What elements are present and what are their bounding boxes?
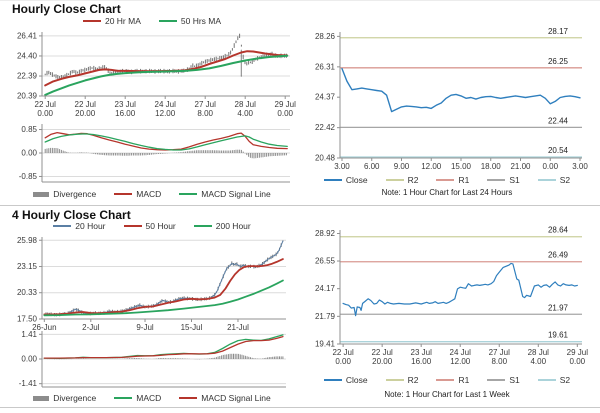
4hourly-close-chart-plot xyxy=(8,233,296,333)
price-bars xyxy=(44,240,283,316)
pivot-label-s2: 20.54 xyxy=(547,146,568,156)
x-tick-label: 20.00 xyxy=(75,109,96,118)
legend-label: 20 Hr MA xyxy=(104,16,141,26)
legend-item-r1 xyxy=(436,375,469,385)
legend-item-divergence xyxy=(33,393,96,403)
legend-label: 200 Hour xyxy=(215,221,251,231)
x-tick-label: 22 Jul xyxy=(332,348,354,357)
page-title-4hourly-close-chart: 4 Hourly Close Chart xyxy=(12,208,131,222)
legend-label: S2 xyxy=(559,175,571,185)
legend-label: S1 xyxy=(509,175,520,185)
legend-swatch-icon xyxy=(124,225,142,227)
legend-item-200-hour xyxy=(194,221,251,231)
legend-label: S2 xyxy=(559,375,571,385)
x-tick-label: 3.00 xyxy=(334,162,350,171)
hourly-close-chart-plot xyxy=(8,28,296,116)
legend-swatch-icon xyxy=(436,179,454,181)
legend-swatch-icon xyxy=(179,193,197,195)
y-tick-label: 22.39 xyxy=(16,71,37,81)
legend-swatch-icon xyxy=(83,20,101,22)
y-tick-label: 1.41 xyxy=(21,329,37,339)
legend-item-50-hrs-ma xyxy=(159,16,221,26)
x-tick-label: 18.00 xyxy=(480,162,501,171)
top-border xyxy=(0,0,600,1)
pivot-chart-24h-plot xyxy=(300,18,588,182)
pivot-label-s2: 19.61 xyxy=(547,330,568,340)
x-tick-label: 20.00 xyxy=(372,357,393,366)
legend-swatch-icon xyxy=(538,379,556,381)
x-tick-label: 12.00 xyxy=(450,357,471,366)
bottom-border xyxy=(0,407,600,408)
x-tick-label: 9.00 xyxy=(393,162,410,171)
legend-item-20-hr-ma xyxy=(83,16,141,26)
legend-label: Divergence xyxy=(53,189,97,199)
legend-swatch-icon xyxy=(436,379,454,381)
x-tick-label: 4.00 xyxy=(237,109,253,118)
x-tick-label: 0.00 xyxy=(335,357,351,366)
x-tick-label: 21-Jul xyxy=(227,323,249,332)
legend-swatch-icon xyxy=(386,179,404,181)
legend-item-50-hour xyxy=(124,221,176,231)
legend-label: R1 xyxy=(458,375,470,385)
legend-label: MACD xyxy=(136,189,162,199)
legend-item-macd xyxy=(114,393,161,403)
x-tick-label: 16.00 xyxy=(411,357,432,366)
legend-swatch-icon xyxy=(179,397,197,399)
legend-label: R2 xyxy=(407,175,419,185)
legend-pivot-1week xyxy=(300,374,594,386)
x-tick-label: 22 Jul xyxy=(371,348,393,357)
y-tick-label: 25.98 xyxy=(16,235,37,245)
legend-item-close xyxy=(324,175,368,185)
legend-label: R1 xyxy=(458,175,470,185)
x-tick-label: 9-Jul xyxy=(136,323,154,332)
x-tick-label: 3.00 xyxy=(572,162,588,171)
x-tick-label: 12.00 xyxy=(155,109,176,118)
y-tick-label: 26.31 xyxy=(314,62,335,72)
y-tick-label: 0.00 xyxy=(21,354,37,364)
pivot-label-r2: 28.64 xyxy=(547,225,568,235)
note-pivot-24h: Note: 1 Hour Chart for Last 24 Hours xyxy=(381,188,513,197)
x-tick-label: 24 Jul xyxy=(154,100,176,109)
legend-item-divergence xyxy=(33,189,96,199)
y-tick-label: 26.41 xyxy=(16,31,37,41)
y-tick-label: 22.42 xyxy=(314,123,335,133)
y-tick-label: 19.41 xyxy=(314,339,335,349)
x-tick-label: 23 Jul xyxy=(114,100,136,109)
legend-swatch-icon xyxy=(53,225,71,227)
series-close xyxy=(342,69,580,112)
legend-swatch-icon xyxy=(194,225,212,227)
legend-swatch-icon xyxy=(487,379,505,381)
legend-swatch-icon xyxy=(487,179,505,181)
legend-label: MACD xyxy=(136,393,162,403)
pivot-label-r1: 26.49 xyxy=(547,250,568,260)
legend-item-macd xyxy=(114,189,161,199)
pivot-label-r1: 26.25 xyxy=(547,56,568,66)
x-tick-label: 27 Jul xyxy=(488,348,510,357)
price-bars xyxy=(45,34,286,80)
pivot-label-s1: 22.44 xyxy=(547,116,568,126)
legend-label: R2 xyxy=(407,375,419,385)
y-tick-label: 0.85 xyxy=(21,125,37,135)
x-tick-label: 26-Jun xyxy=(32,323,57,332)
x-tick-label: 8.00 xyxy=(491,357,508,366)
legend-item-r2 xyxy=(386,375,419,385)
legend-item-macd-signal-line xyxy=(179,393,270,403)
y-tick-label: 23.15 xyxy=(16,262,37,272)
legend-item-close xyxy=(324,375,368,385)
legend-swatch-icon xyxy=(33,396,49,401)
legend-pivot-24h xyxy=(300,174,594,186)
series-200-hour xyxy=(44,281,283,316)
legend-label: 50 Hrs MA xyxy=(180,16,222,26)
x-tick-label: 0.00 xyxy=(37,109,53,118)
x-tick-label: 12.00 xyxy=(421,162,442,171)
x-tick-label: 16.00 xyxy=(115,109,136,118)
x-tick-label: 15-Jul xyxy=(180,323,203,332)
series-macd xyxy=(45,133,287,150)
legend-label: 50 Hour xyxy=(145,221,176,231)
legend-label: S1 xyxy=(509,375,520,385)
legend-item-s1 xyxy=(487,175,519,185)
hourly-macd-plot xyxy=(8,120,296,186)
y-tick-label: 17.50 xyxy=(16,314,37,324)
x-tick-label: 15.00 xyxy=(450,162,472,171)
x-tick-label: 22 Jul xyxy=(74,100,96,109)
x-tick-label: 0.00 xyxy=(569,357,586,366)
legend-hourly-macd xyxy=(8,188,296,200)
legend-swatch-icon xyxy=(324,379,342,381)
legend-swatch-icon xyxy=(386,379,404,381)
legend-label: Divergence xyxy=(53,393,97,403)
pivot-label-r2: 28.17 xyxy=(547,26,568,36)
series-50-hour xyxy=(44,259,283,314)
y-tick-label: 0.00 xyxy=(21,148,37,158)
y-tick-label: -1.41 xyxy=(18,379,37,389)
pivot-chart-1week-plot xyxy=(300,222,588,372)
y-tick-label: 24.17 xyxy=(314,284,335,294)
legend-item-20-hour xyxy=(53,221,105,231)
y-tick-label: 24.40 xyxy=(16,51,37,61)
x-tick-label: 28 Jul xyxy=(527,348,549,357)
legend-item-s2 xyxy=(538,175,570,185)
legend-label: 20 Hour xyxy=(75,221,106,231)
x-tick-label: 2-Jul xyxy=(82,323,100,332)
y-tick-label: 20.33 xyxy=(16,288,37,298)
legend-swatch-icon xyxy=(33,192,49,197)
x-tick-label: 4.00 xyxy=(530,357,547,366)
legend-label: MACD Signal Line xyxy=(201,189,271,199)
y-tick-label: -0.85 xyxy=(18,171,37,181)
legend-label: MACD Signal Line xyxy=(201,393,271,403)
x-tick-label: 21.00 xyxy=(510,162,531,171)
y-tick-label: 20.48 xyxy=(314,153,335,163)
y-tick-label: 21.79 xyxy=(314,311,335,321)
legend-label: Close xyxy=(345,175,368,185)
legend-swatch-icon xyxy=(114,397,132,399)
legend-swatch-icon xyxy=(159,20,177,22)
series-close xyxy=(343,263,577,315)
note-pivot-1week: Note: 1 Hour Chart for Last 1 Week xyxy=(384,390,510,399)
legend-swatch-icon xyxy=(538,179,556,181)
y-tick-label: 24.37 xyxy=(314,92,335,102)
legend-swatch-icon xyxy=(324,179,342,181)
x-tick-label: 22 Jul xyxy=(34,100,56,109)
legend-label: Close xyxy=(345,375,368,385)
x-tick-label: 0.00 xyxy=(277,109,293,118)
y-tick-label: 20.39 xyxy=(16,91,37,101)
legend-item-r1 xyxy=(436,175,469,185)
x-tick-label: 28 Jul xyxy=(234,100,256,109)
page-title-hourly-close-chart: Hourly Close Chart xyxy=(12,2,121,16)
x-tick-label: 23 Jul xyxy=(410,348,432,357)
x-tick-label: 0.00 xyxy=(542,162,559,171)
legend-item-macd-signal-line xyxy=(179,189,270,199)
x-tick-label: 6.00 xyxy=(363,162,380,171)
y-tick-label: 28.26 xyxy=(314,31,335,41)
y-tick-label: 26.55 xyxy=(314,256,335,266)
x-tick-label: 24 Jul xyxy=(449,348,471,357)
y-tick-label: 28.92 xyxy=(314,228,335,238)
series-macd-signal-line xyxy=(45,134,287,150)
x-tick-label: 27 Jul xyxy=(194,100,216,109)
legend-swatch-icon xyxy=(114,193,132,195)
x-tick-label: 8.00 xyxy=(197,109,213,118)
legend-item-s1 xyxy=(487,375,519,385)
legend-hourly-ma xyxy=(8,15,296,27)
section-divider xyxy=(0,205,600,206)
legend-item-s2 xyxy=(538,375,570,385)
legend-4hourly-macd xyxy=(8,392,296,404)
pivot-label-s1: 21.97 xyxy=(547,303,568,313)
legend-item-r2 xyxy=(386,175,419,185)
x-tick-label: 29 Jul xyxy=(274,100,296,109)
4hourly-macd-plot xyxy=(8,327,296,391)
x-tick-label: 29 Jul xyxy=(566,348,588,357)
legend-4hourly-ma xyxy=(8,220,296,232)
